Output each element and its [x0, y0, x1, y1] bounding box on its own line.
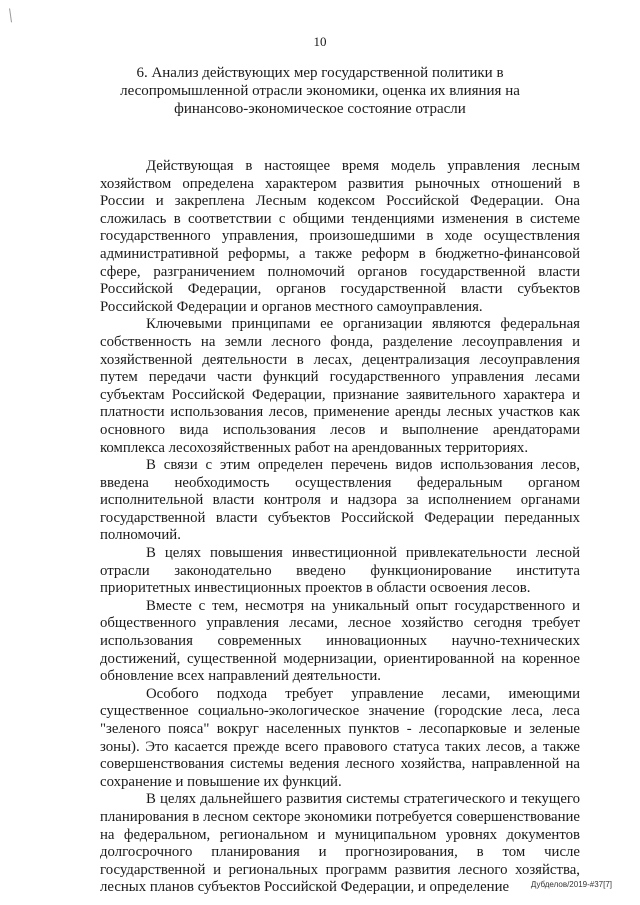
paragraph: Ключевыми принципами ее организации являются федеральная собственность на земли лесного фонда, разделение лесоуправления и хозяйственной деятельности в лесах, децентрализация лесоуправления путем передачи части функций государственного управления лесами субъектам Российской Федерации, признание заявительного характера и платности использования лесов, применение аренды лесных участков как основного вида использования лесов и выполнение арендаторами комплекса лесохозяйственных работ на арендованных территориях. — [100, 316, 580, 456]
paragraph: В целях дальнейшего развития системы стратегического и текущего планирования в лесном секторе экономики потребуется совершенствование на федеральном, региональном и муниципальном уровнях документов долгосрочного планирования и прогнозирования, в том числе государственной и региональных программ развития лесного хозяйства, лесных планов субъектов Российской Федерации, и определение — [100, 791, 580, 896]
section-heading: 6. Анализ действующих мер государственной политики в лесопромышленной отрасли экономики, оценка их влияния на финансово-экономическое состояние отрасли — [120, 65, 520, 117]
paragraph: Вместе с тем, несмотря на уникальный опыт государственного и общественного управления лесами, лесное хозяйство сегодня требует использования современных инновационных научно-технических достижений, существенной модернизации, ориентированной на коренное обновление всех направлений деятельности. — [100, 597, 580, 685]
paragraph: В связи с этим определен перечень видов использования лесов, введена необходимость осуществления федеральным органом исполнительной власти контроля и надзора за исполнением органами государственной власти субъектов Российской Федерации переданных полномочий. — [100, 457, 580, 544]
body-text — [100, 158, 580, 897]
paragraph: В целях повышения инвестиционной привлекательности лесной отрасли законодательно введено функционирование института приоритетных инвестиционных проектов в области освоения лесов. — [100, 545, 580, 597]
page-number: 10 — [313, 34, 327, 49]
scan-artifact — [9, 8, 18, 23]
paragraph: Особого подхода требует управление лесами, имеющими существенное социально-экологическое значение (городские леса, леса "зеленого пояса" вокруг населенных пунктов - лесопарковые и зеленые зоны). Это касается прежде всего правового статуса таких лесов, а также совершенствования системы ведения лесного хозяйства, направленной на сохранение и повышение их функций. — [100, 685, 580, 790]
paragraph: Действующая в настоящее время модель управления лесным хозяйством определена характером развития рыночных отношений в России и закреплена Лесным кодексом Российской Федерации. Она сложилась в соответствии с общими тенденциями изменения в системе государственного управления, произошедшими в ходе осуществления административной реформы, а также реформ в бюджетно-финансовой сфере, разграничением полномочий органов государственной власти Российской Федерации, органов государственной власти субъектов Российской Федерации и органов местного самоуправления. — [100, 158, 580, 315]
document-code: Дубделов/2019-#37[7] — [530, 880, 612, 889]
